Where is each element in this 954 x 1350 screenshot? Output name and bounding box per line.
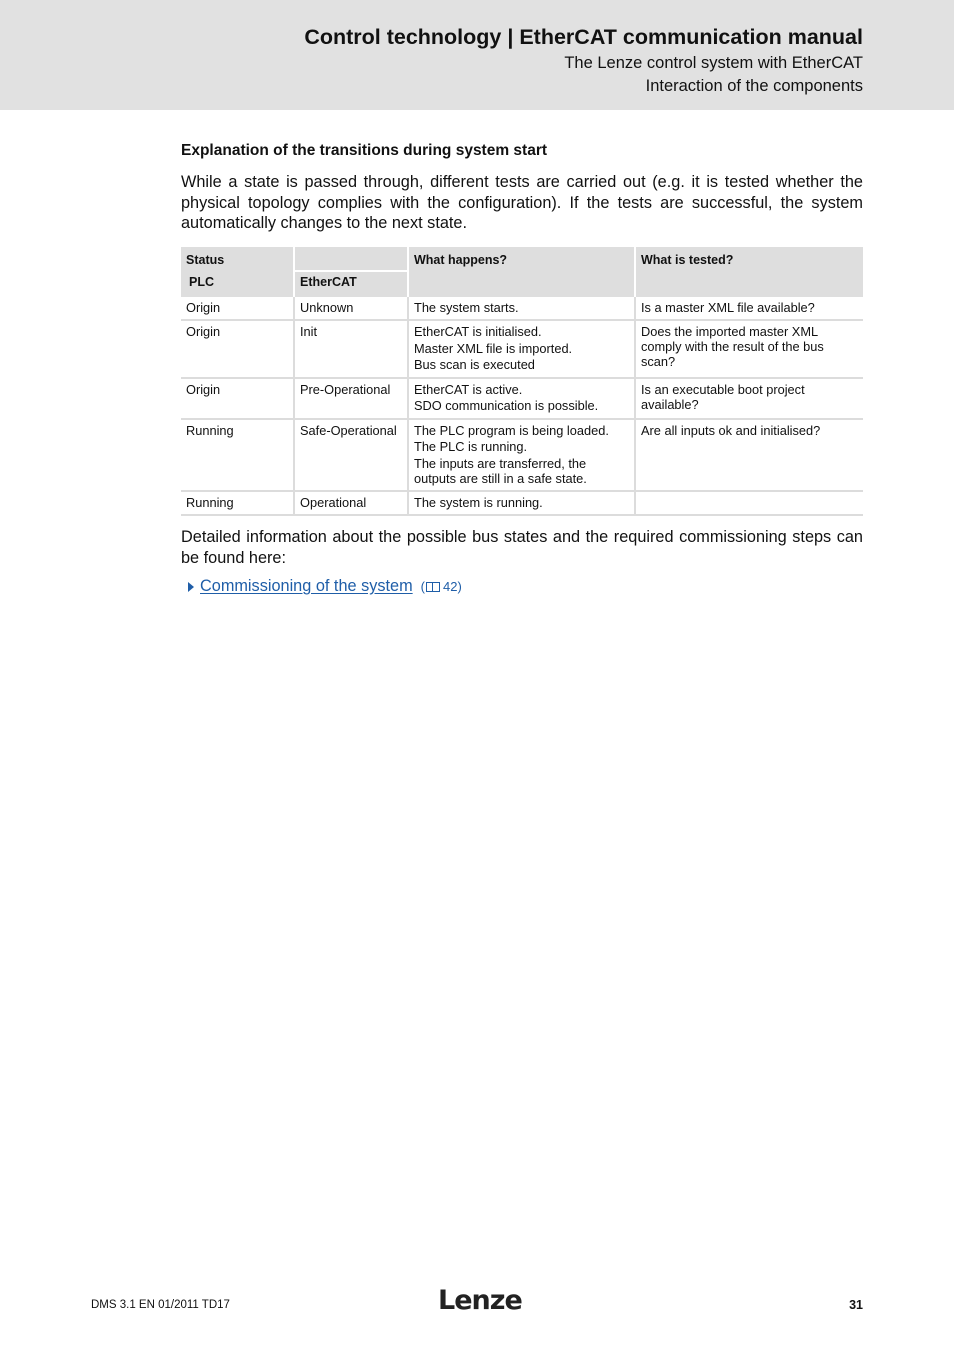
cell-what-tested: [636, 379, 863, 420]
cell-what-happens: [409, 492, 636, 517]
cell-ethercat: Operational: [295, 492, 409, 517]
cell-line: Is an executable boot project available?: [641, 381, 805, 412]
cross-reference: [181, 577, 863, 596]
cell-what-tested: [636, 297, 863, 322]
cell-ethercat: Init: [295, 321, 409, 379]
cell-line: The system is running.: [414, 494, 543, 510]
cell-what-tested: [636, 420, 863, 492]
book-icon: [426, 582, 440, 592]
page-ref-close: ): [457, 579, 462, 594]
cell-line: EtherCAT is active.: [414, 381, 523, 397]
cell-what-happens: [409, 379, 636, 420]
header-what-happens: What happens?: [409, 247, 636, 297]
cell-line: EtherCAT is initialised.: [414, 324, 542, 339]
cell-line: Bus scan is executed: [414, 357, 535, 372]
header-ethercat: EtherCAT: [295, 272, 409, 297]
cell-plc: Running: [181, 492, 295, 517]
table-row: [181, 297, 863, 322]
cell-plc: Origin: [181, 297, 295, 322]
table-row: [181, 420, 863, 492]
transitions-table: [181, 247, 863, 517]
page-ref-open: (: [420, 579, 425, 594]
header-status-span: [295, 247, 409, 272]
cell-what-happens: [409, 297, 636, 322]
cell-line: Are all inputs ok and initialised?: [641, 422, 821, 438]
section-title: Interaction of the components: [645, 77, 863, 95]
triangle-right-icon: [188, 582, 194, 592]
lenze-logo: Lenze: [438, 1285, 522, 1316]
cell-what-happens: [409, 420, 636, 492]
cell-line: The PLC program is being loaded.: [414, 422, 609, 438]
page-ref-number: 42: [442, 579, 458, 594]
page-content: [181, 141, 863, 596]
table-row: [181, 492, 863, 517]
cell-ethercat: Safe-Operational: [295, 420, 409, 492]
cell-what-tested: [636, 321, 863, 379]
cell-ethercat: Unknown: [295, 297, 409, 322]
cell-line: Is a master XML file available?: [641, 299, 815, 315]
cell-line: The system starts.: [414, 299, 519, 315]
table-row: [181, 379, 863, 420]
cell-line: Does the imported master XML comply with the result of the bus scan?: [641, 324, 824, 369]
cell-line: The inputs are transferred, the outputs are still in a safe state.: [414, 455, 587, 486]
table-row: [181, 321, 863, 379]
cell-what-tested: [636, 492, 863, 517]
closing-paragraph: Detailed information about the possible bus states and the required commissioning steps can be found here:: [181, 528, 863, 567]
page-header: [0, 0, 954, 110]
header-plc: PLC: [181, 272, 295, 297]
cell-line: The PLC is running.: [414, 439, 528, 454]
header-what-tested: What is tested?: [636, 247, 863, 297]
manual-title: Control technology | EtherCAT communication manual: [304, 25, 863, 49]
page-number: 31: [849, 1298, 863, 1312]
commissioning-link[interactable]: Commissioning of the system: [200, 577, 413, 595]
cell-plc: Running: [181, 420, 295, 492]
cell-what-happens: [409, 321, 636, 379]
cell-plc: Origin: [181, 379, 295, 420]
header-status: Status: [181, 247, 295, 272]
section-heading: Explanation of the transitions during system start: [181, 142, 548, 159]
cell-line: SDO communication is possible.: [414, 398, 599, 413]
cell-ethercat: Pre-Operational: [295, 379, 409, 420]
chapter-title: The Lenze control system with EtherCAT: [564, 54, 863, 72]
cell-plc: Origin: [181, 321, 295, 379]
intro-paragraph: While a state is passed through, different tests are carried out (e.g. it is tested whether the physical topology complies with the configuration). If the tests are successful, the system automatically changes to the next state.: [181, 173, 863, 232]
document-code: DMS 3.1 EN 01/2011 TD17: [91, 1299, 230, 1311]
cell-line: Master XML file is imported.: [414, 340, 573, 356]
page-reference[interactable]: [421, 579, 462, 594]
